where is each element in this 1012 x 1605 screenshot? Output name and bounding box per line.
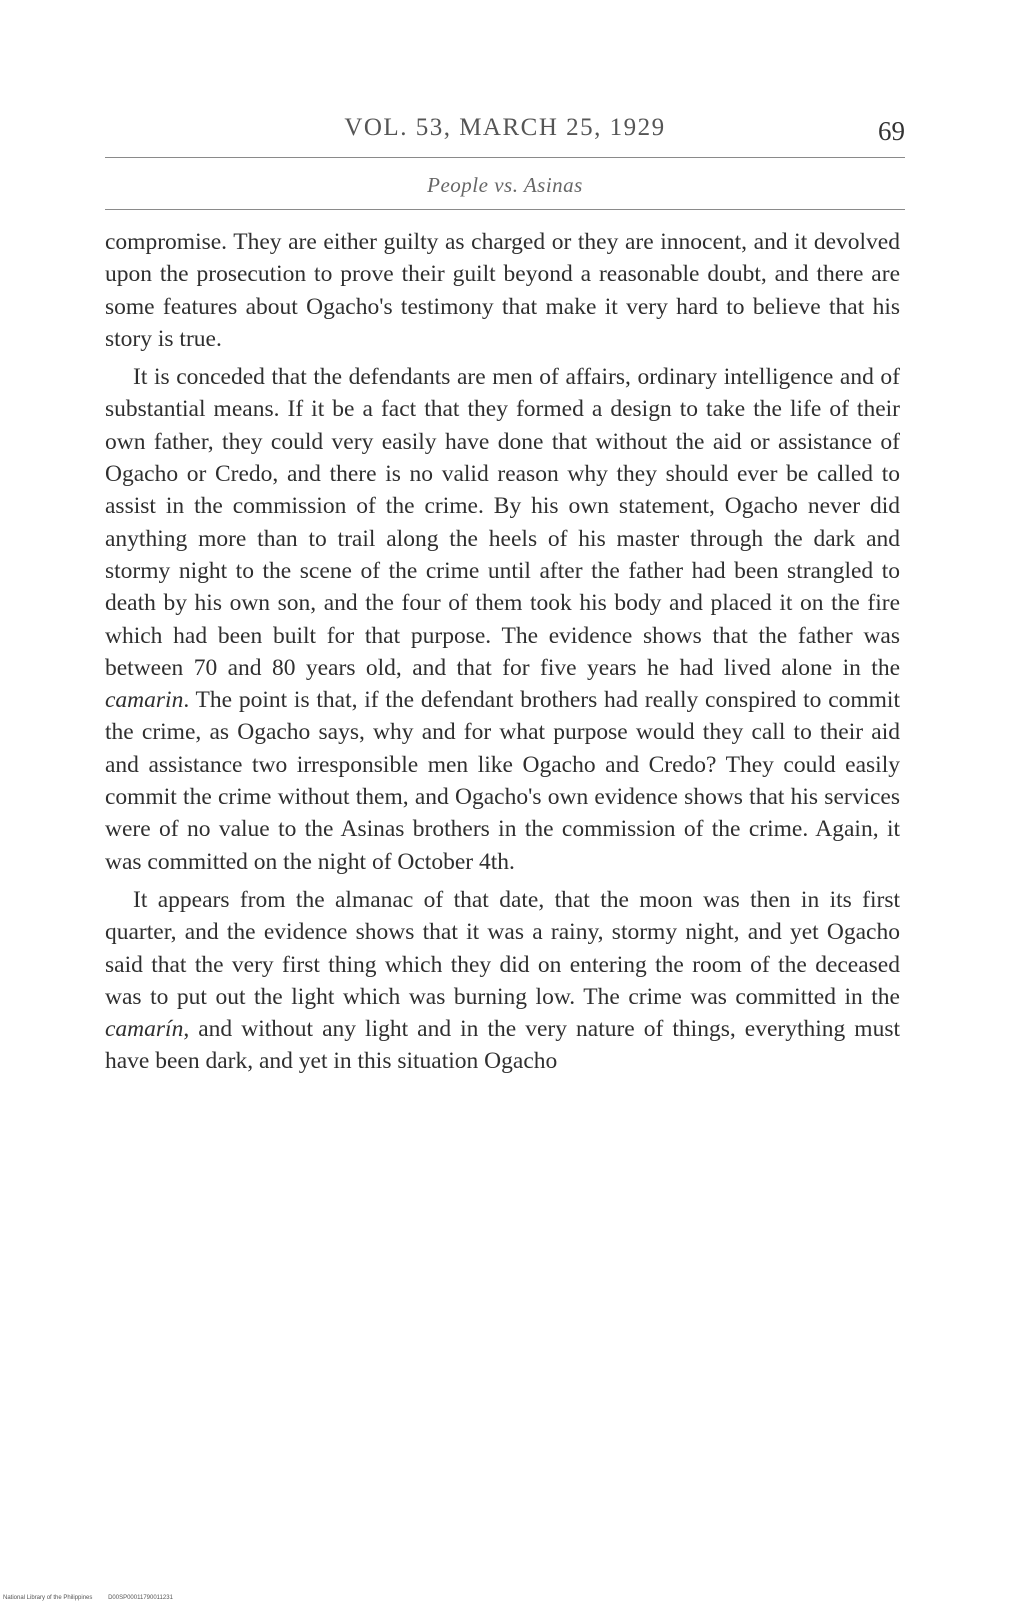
header-rule-top (105, 157, 905, 158)
footer-code: D00SP00011790011231 (108, 1595, 173, 1601)
paragraph-1: compromise. They are either guilty as charged or they are innocent, and it devolved upon the prosecution to prove their guilt beyond a reasonable doubt, and there are some features about Ogacho's testimony that make it very hard to believe that his story is true. (105, 229, 900, 352)
paragraph-2-italic-term: camarin (105, 687, 184, 714)
paragraph-3 (105, 884, 900, 1078)
paragraph-2 (105, 361, 900, 878)
body-text (105, 226, 900, 1078)
page-number: 69 (878, 116, 905, 146)
running-head: People vs. Asinas (427, 173, 583, 197)
paragraph-3-text-b: , and without any light and in the very nature of things, everything must have been dark, and yet in this situation Ogacho (105, 1016, 900, 1075)
page-header (105, 114, 905, 154)
paragraph-3-italic-term: camarín (105, 1016, 184, 1043)
paragraph-2-text-b: . The point is that, if the defendant brothers had really conspired to commit the crime, as Ogacho says, why and for what purpose would they call to their aid and assistance two irresponsible men like Ogacho and Credo? They could easily commit the crime without them, and Ogacho's own evidence shows that his services were of no value to the Asinas brothers in the commission of the crime. Again, it was committed on the night of October 4th. (105, 687, 900, 875)
paragraph-3-text-a: It appears from the almanac of that date, that the moon was then in its first quarter, and the evidence shows that it was a rainy, stormy night, and yet Ogacho said that the very first thing which they did on entering the room of the deceased was to put out the light which was burning low. The crime was committed in the (105, 886, 900, 1010)
header-rule-bottom (105, 209, 905, 210)
footer-library: National Library of the Philippines (3, 1595, 93, 1601)
paragraph-2-text-a: It is conceded that the defendants are men of affairs, ordinary intelligence and of substantial means. If it be a fact that they formed a design to take the life of their own father, they could very easily have done that without the aid or assistance of Ogacho or Credo, and there is no valid reason why they should ever be called to assist in the commission of the crime. By his own statement, Ogacho never did anything more than to trail along the heels of his master through the dark and stormy night to the scene of the crime until after the father had been strangled to death by his own son, and the four of them took his body and placed it on the fire which had been built for that purpose. The evidence shows that the father was between 70 and 80 years old, and that for five years he had lived alone in the (105, 364, 900, 681)
scan-footer (3, 1595, 187, 1601)
volume-date-title: VOL. 53, MARCH 25, 1929 (344, 114, 666, 141)
